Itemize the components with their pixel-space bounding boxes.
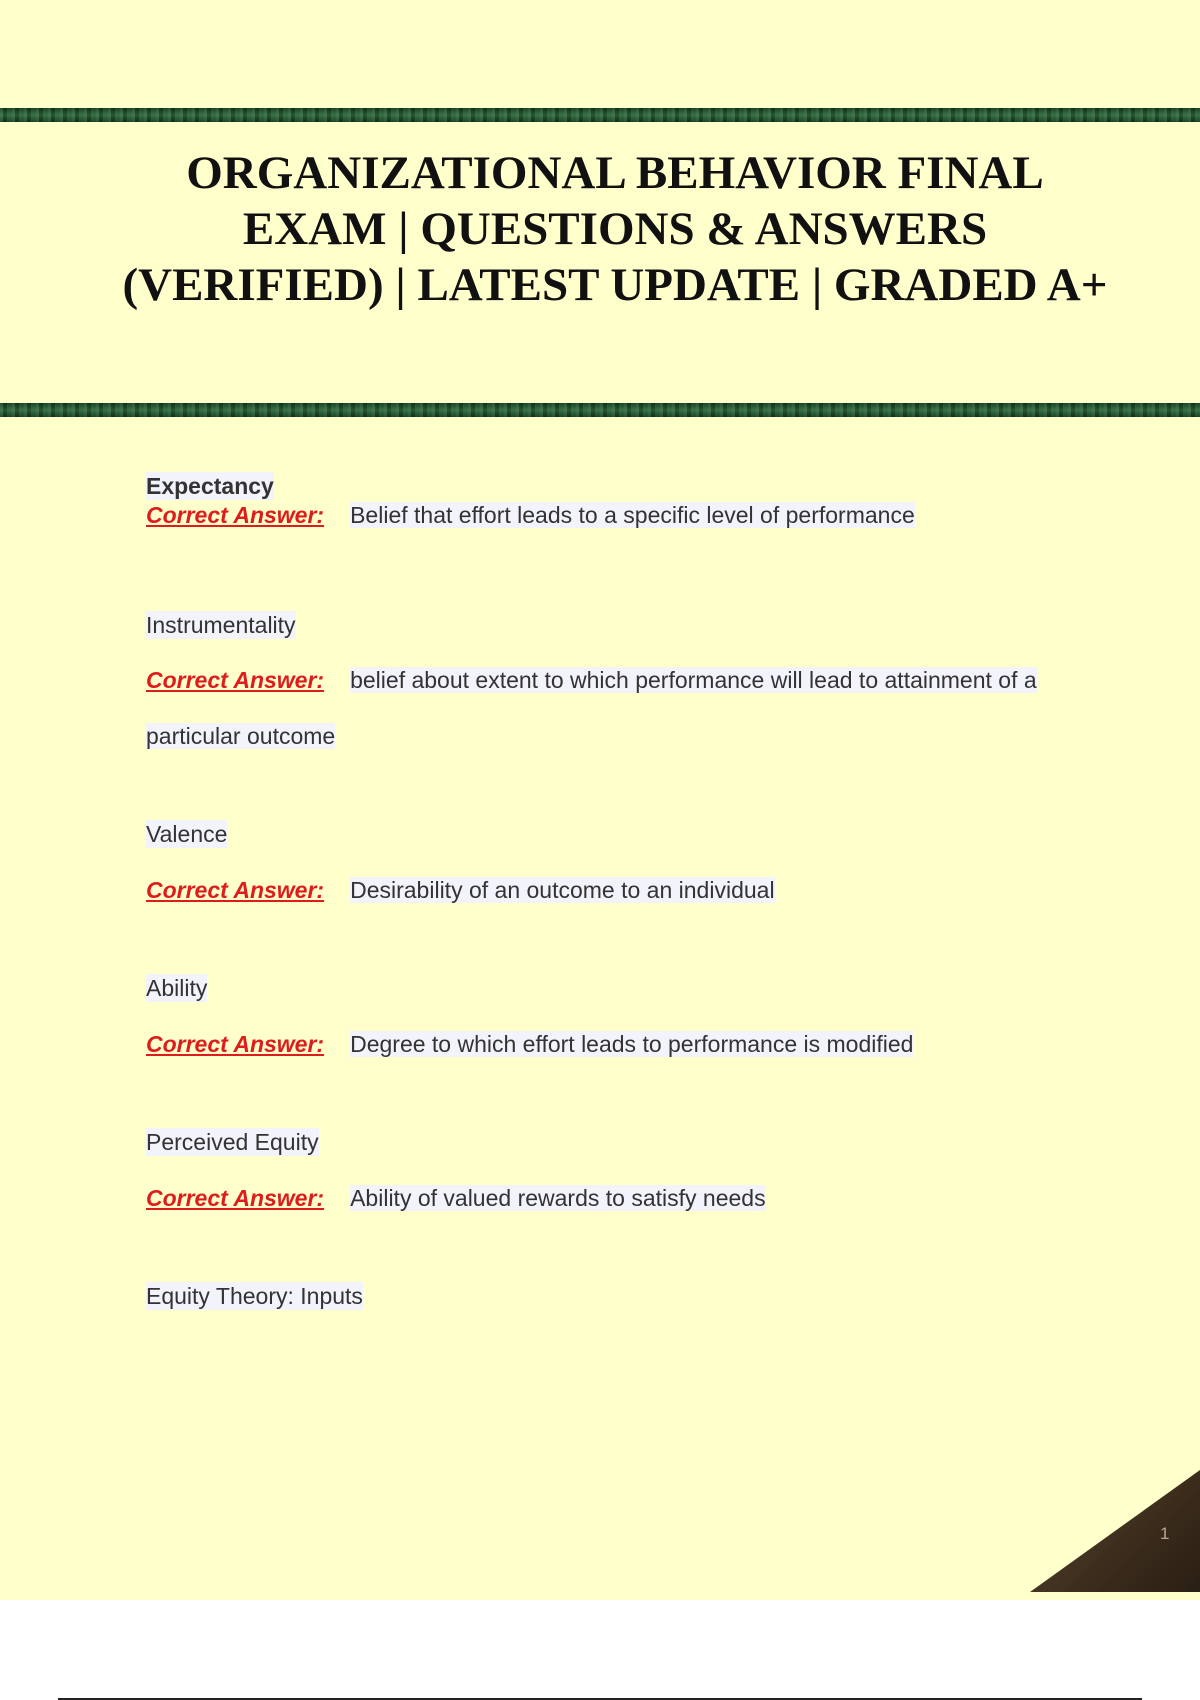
question-term: Valence <box>146 821 228 847</box>
qa-item <box>146 472 1106 530</box>
correct-answer-label: Correct Answer: <box>146 1185 325 1211</box>
answer-text: Degree to which effort leads to performance is modified <box>350 1031 914 1057</box>
page-number: 1 <box>1160 1524 1170 1543</box>
header-band-top <box>0 108 1200 122</box>
question-term: Equity Theory: Inputs <box>146 1283 363 1309</box>
correct-answer-label: Correct Answer: <box>146 667 325 693</box>
qa-list <box>146 472 1106 1310</box>
question-term: Expectancy <box>146 473 274 499</box>
page-corner-decoration <box>1030 1470 1200 1592</box>
answer-text: belief about extent to which performance will lead to attainment of a particular outcome <box>146 667 1037 749</box>
answer-text: Belief that effort leads to a specific level of performance <box>350 502 915 528</box>
qa-item <box>146 820 1106 918</box>
answer-text: Desirability of an outcome to an individual <box>350 877 775 903</box>
answer-text: Ability of valued rewards to satisfy needs <box>350 1185 766 1211</box>
header-band-bottom <box>0 403 1200 417</box>
question-term: Instrumentality <box>146 612 296 638</box>
document-title: ORGANIZATIONAL BEHAVIOR FINAL EXAM | QUESTIONS & ANSWERS (VERIFIED) | LATEST UPDATE | GRADED A+ <box>122 147 1108 311</box>
qa-item <box>146 1282 1106 1310</box>
qa-item <box>146 974 1106 1072</box>
correct-answer-label: Correct Answer: <box>146 877 325 903</box>
correct-answer-label: Correct Answer: <box>146 502 325 528</box>
qa-item <box>146 611 1106 764</box>
question-term: Perceived Equity <box>146 1129 319 1155</box>
qa-item <box>146 1128 1106 1226</box>
question-term: Ability <box>146 975 208 1001</box>
correct-answer-label: Correct Answer: <box>146 1031 325 1057</box>
